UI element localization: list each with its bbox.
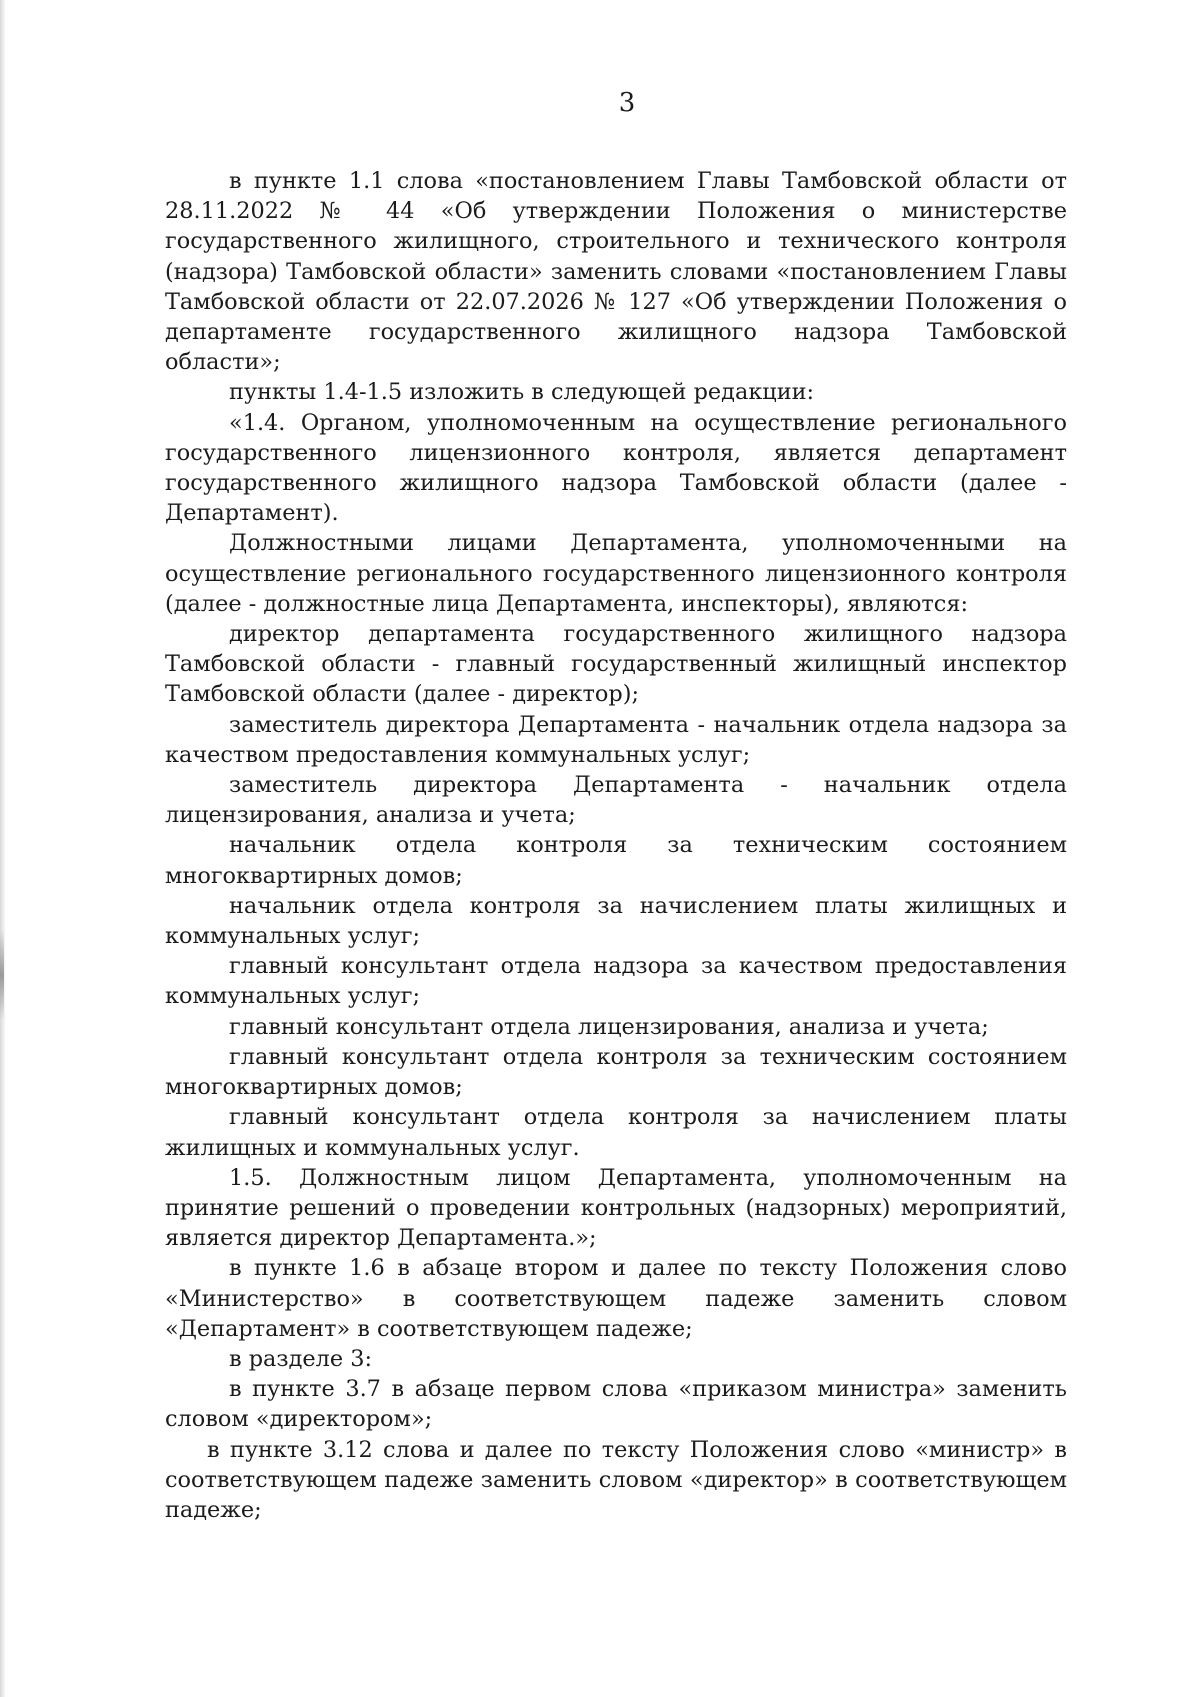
paragraph-clause-1-6-amendment: в пункте 1.6 в абзаце втором и далее по тексту Положения слово «Министерство» в соответствующем падеже заменить словом «Департамент» в соответствующем падеже; [165, 1255, 1067, 1342]
paragraph-clause-1-5: 1.5. Должностным лицом Департамента, уполномоченным на принятие решений о проведении контрольных (надзорных) мероприятий, является директор Департамента.»; [165, 1164, 1067, 1252]
page-number: 3 [618, 88, 636, 118]
list-item-consultant-billing: главный консультант отдела контроля за начислением платы жилищных и коммунальных услуг. [165, 1104, 1067, 1161]
list-item-deputy-director-utilities: заместитель директора Департамента - начальник отдела надзора за качеством предоставления коммунальных услуг; [165, 711, 1067, 768]
paragraph-clauses-1-4-1-5-intro: пункты 1.4-1.5 изложить в следующей редакции: [229, 379, 815, 406]
list-item-deputy-director-licensing: заместитель директора Департамента - начальник отдела лицензирования, анализа и учета; [165, 772, 1067, 829]
list-item-head-billing-control: начальник отдела контроля за начислением платы жилищных и коммунальных услуг; [165, 892, 1067, 950]
paragraph-clause-3-7-amendment: в пункте 3.7 в абзаце первом слова «приказом министра» заменить словом «директором»; [165, 1376, 1067, 1433]
list-item-director: директор департамента государственного жилищного надзора Тамбовской области - главный государственный жилищный инспектор Тамбовской области (далее - директор); [165, 621, 1067, 708]
paragraph-clause-1-1-amendment: в пункте 1.1 слова «постановлением Главы Тамбовской области от 28.11.2022 № 44 «Об утверждении Положения о министерстве государственного жилищного, строительного и технического контроля (надзора) Тамбовской области» заменить словами «постановлением Главы Тамбовской области от 22.07.2026 № 127 «Об утверждении Положения о департаменте государственного жилищного надзора Тамбовской области»; [165, 168, 1067, 376]
scan-edge-mark [0, 930, 4, 1020]
list-item-head-technical-control: начальник отдела контроля за техническим состоянием многоквартирных домов; [165, 832, 1067, 889]
paragraph-clause-3-12-amendment: в пункте 3.12 слова и далее по тексту Положения слово «министр» в соответствующем падеже заменить словом «директор» в соответствующем падеже; [165, 1436, 1067, 1523]
scan-edge-shadow [0, 0, 6, 1697]
list-item-consultant-licensing: главный консультант отдела лицензирования, анализа и учета; [229, 1013, 989, 1040]
paragraph-clause-1-4: «1.4. Органом, уполномоченным на осуществление регионального государственного лицензионного контроля, является департамент государственного жилищного надзора Тамбовской области (далее - Департамент). [165, 409, 1067, 527]
paragraph-section-3-intro: в разделе 3: [229, 1345, 373, 1372]
document-body [165, 166, 1067, 1525]
list-item-consultant-utilities: главный консультант отдела надзора за качеством предоставления коммунальных услуг; [165, 953, 1067, 1010]
list-item-consultant-technical: главный консультант отдела контроля за техническим состоянием многоквартирных домов; [165, 1043, 1067, 1101]
paragraph-officials-intro: Должностными лицами Департамента, уполномоченными на осуществление регионального государственного лицензионного контроля (далее - должностные лица Департамента, инспекторы), являются: [165, 530, 1067, 617]
